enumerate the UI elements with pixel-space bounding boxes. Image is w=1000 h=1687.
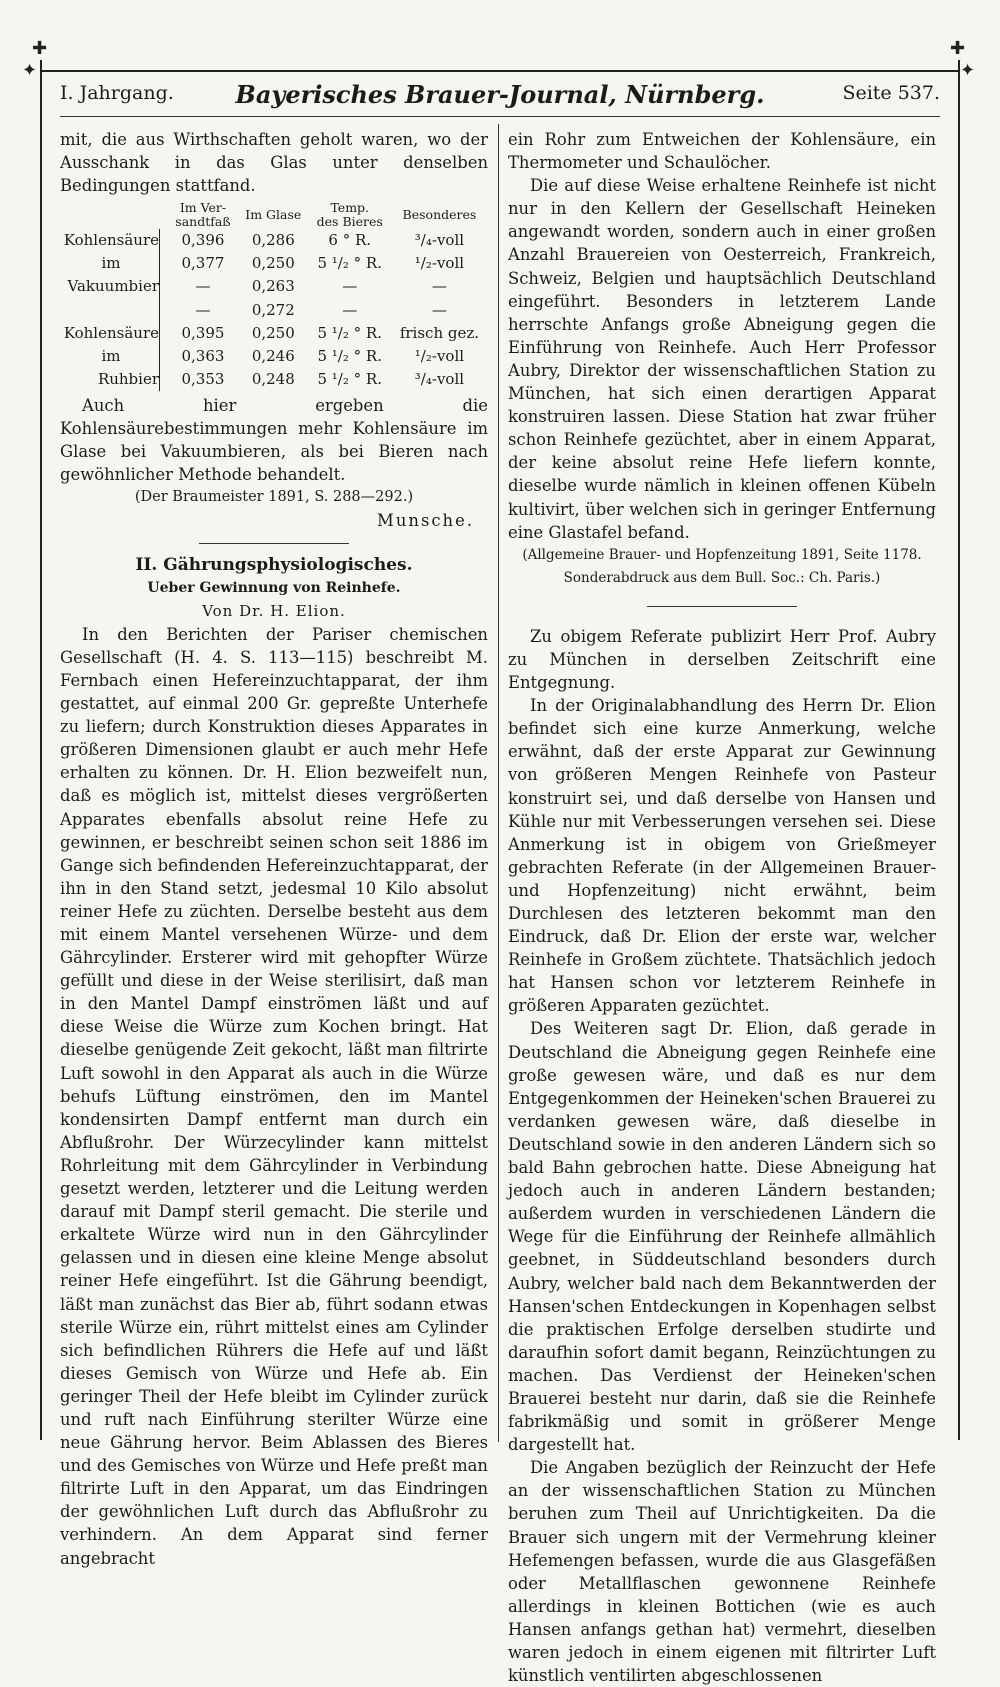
table-row: Vakuumbier — 0,263 — — <box>60 275 488 298</box>
corner-ornament-left: ✦ <box>22 60 38 81</box>
article-title: Ueber Gewinnung von Reinhefe. <box>147 579 401 596</box>
signature: Munsche. <box>377 511 474 531</box>
table-row: im 0,377 0,250 5 ¹/₂ ° R. ¹/₂-voll <box>60 252 488 275</box>
table-row: Kohlensäure 0,395 0,250 5 ¹/₂ ° R. frisch gez. <box>60 322 488 345</box>
table-row: — 0,272 — — <box>60 299 488 322</box>
paragraph-1: Die auf diese Weise erhaltene Reinhefe ist nicht nur in den Kellern der Gesellschaft Heineken angewandt worden, sondern auch in einer großen Anzahl Brauereien von Oesterreich, Frankreich, Schweiz, Belgien und hauptsächlich Deutschland eingeführt. Besonders in letzterem Lande herrschte Anfangs große Abneigung gegen die Einführung von Reinhefe. Auch Herr Professor Aubry, Direktor der wissenschaftlichen Station zu München, hat sich einen derartigen Apparat konstruiren lassen. Diese Station hat zwar früher schon Reinhefe gezüchtet, aber in einem Apparat, der keine absolut reine Hefe liefern konnte, dieselbe wurde nämlich in kleinen offenen Kübeln kultivirt, über welchen sich in geringer Entfernung eine Glastafel befand. <box>508 176 936 542</box>
volume-label: I. Jahrgang. <box>60 82 174 104</box>
right-column <box>508 128 936 1687</box>
section-divider <box>647 606 797 607</box>
header-temp: Temp. des Bieres <box>316 200 383 230</box>
citation-line-2: Sonderabdruck aus dem Bull. Soc.: Ch. Paris.) <box>563 569 881 586</box>
paragraph-5: Die Angaben bezüglich der Reinzucht der Hefe an der wissenschaftlichen Station zu München beruhen zum Theil auf Unrichtigkeiten. Da die Brauer sich ungern mit der Vermehrung kleiner Hefemengen befassen, wurde die aus Glasgefäßen oder Metallflaschen gewonnene Reinhefe allerdings in kleinen Bottichen (wie es auch Hansen anfangs gethan hat) vermehrt, dieselben waren jedoch in einem eigenen mit filtrirter Luft künstlich ventilirten abgeschlossenen <box>508 1458 936 1686</box>
column-divider <box>498 124 499 1442</box>
header-rule <box>60 116 940 117</box>
article-paragraph: In den Berichten der Pariser chemischen Gesellschaft (H. 4. S. 113—115) beschreibt M. Fernbach einen Hefereinzuchtapparat, der ihm gestattet, auf einmal 200 Gr. gepreßte Unterhefe zu liefern; durch Konstruktion dieses Apparates in größeren Dimensionen glaubt er auch mehr Hefe erhalten zu können. Dr. H. Elion bezweifelt nun, daß es möglich ist, mittelst dieses vergrößerten Apparates ebenfalls absolut reine Hefe zu gewinnen, er beschreibt seinen schon seit 1886 im Gange sich befindenden Hefereinzuchtapparat, der ihn in den Stand setzt, jedesmal 10 Kilo absolut reiner Hefe zu züchten. Derselbe besteht aus dem mit einem Mantel versehenen Würze- und dem Gährcylinder. Ersterer wird mit gehopfter Würze gefüllt und diese in der Weise sterilisirt, daß man in den Mantel Dampf einströmen läßt und auf diese Weise die Würze zum Kochen bringt. Hat dieselbe genügende Zeit gekocht, läßt man filtrirte Luft sowohl in den Apparat als auch in die Würze behufs Lüftung einströmen, den im Mantel kondensirten Dampf entfernt man durch ein Abflußrohr. Der Würzecylinder kann mittelst Rohrleitung mit dem Gährcylinder in Verbindung gesetzt werden, letzterer und die Leitung werden darauf mit Dampf steril gemacht. Die sterile und erkaltete Würze wird nun in den Gährcylinder gelassen und in diesen eine kleine Menge absolut reiner Hefe eingeführt. Ist die Gährung beendigt, läßt man zunächst das Bier ab, führt sodann etwas sterile Würze ein, rührt mittelst eines am Cylinder sich befindlichen Rührers die Hefe auf und läßt dieses Gemisch von Würze und Hefe ab. Ein geringer Theil der Hefe bleibt im Cylinder zurück und ruft nach Einführung sterilter Würze eine neue Gährung hervor. Beim Ablassen des Bieres und des Gemisches von Würze und Hefe preßt man filtrirte Luft in den Apparat, um das Eindringen der gewöhnlichen Luft durch das Abflußrohr zu verhindern. An dem Apparat sind ferner angebracht <box>60 624 488 1568</box>
page-number: Seite 537. <box>842 82 940 104</box>
byline: Von Dr. H. Elion. <box>202 601 346 620</box>
paragraph-4: Des Weiteren sagt Dr. Elion, daß gerade in Deutschland die Abneigung gegen Reinhefe eine große gewesen wäre, und daß es nur dem Entgegenkommen der Heineken'schen Brauerei zu verdanken gewesen wäre, daß dieselbe in Deutschland sowie in den anderen Ländern sich so bald Bahn gebrochen hatte. Diese Abneigung hat jedoch auch in anderen Ländern bestanden; außerdem wurden in verschiedenen Ländern die Wege für die Einführung der Reinhefe allmählich geebnet, in Süddeutschland besonders durch Aubry, welcher bald nach dem Bekanntwerden der Hansen'schen Entdeckungen in Kopenhagen selbst die praktischen Erfolge derselben studirte und daraufhin sofort damit begann, Reinzüchtungen zu machen. Das Verdienst der Heineken'schen Brauerei besteht nur darin, daß sie die Reinhefe fabrikmäßig und somit in größerer Menge dargestellt hat. <box>508 1019 936 1455</box>
header-besonderes: Besonderes <box>402 207 477 223</box>
table-header-row <box>60 201 488 229</box>
paragraph-2: Zu obigem Referate publizirt Herr Prof. Aubry zu München in derselben Zeitschrift eine Entgegnung. <box>508 626 936 693</box>
citation: (Der Braumeister 1891, S. 288—292.) <box>134 489 414 506</box>
continuation-text: ein Rohr zum Entweichen der Kohlensäure, ein Thermometer und Schaulöcher. <box>508 130 936 173</box>
left-column <box>60 128 488 1570</box>
header-versandtfass: Im Ver- sandtfaß <box>175 200 231 230</box>
table-row: im 0,363 0,246 5 ¹/₂ ° R. ¹/₂-voll <box>60 345 488 368</box>
citation-line-1: (Allgemeine Brauer- und Hopfenzeitung 1891, Seite 1178. <box>522 546 922 563</box>
top-ornament-right: ✚ <box>950 38 966 59</box>
paragraph-3: In der Originalabhandlung des Herrn Dr. Elion befindet sich eine kurze Anmerkung, welche erwähnt, daß der erste Apparat zur Gewinnung von größeren Mengen Reinhefe von Pasteur konstruirt sei, und daß derselbe von Hansen und Kühle nur mit Verbesserungen versehen sei. Diese Anmerkung ist in obigem von Grießmeyer gebrachten Referate (in der Allgemeinen Brauer- und Hopfenzeitung) nicht erwähnt, beim Durchlesen des letzteren bekommt man den Eindruck, daß Dr. Elion der erste war, welcher Reinhefe in Großem züchtete. Thatsächlich jedoch hat Hansen schon vor letzterem Reinhefe in größeren Apparaten gezüchtet. <box>508 696 936 1016</box>
co2-table <box>60 201 488 391</box>
table-row: Kohlensäure 0,396 0,286 6 ° R. ³/₄-voll <box>60 229 488 252</box>
frame-right-rule <box>958 60 960 1440</box>
intro-paragraph: mit, die aus Wirthschaften geholt waren, wo der Ausschank in das Glas unter denselben Bedingungen stattfand. <box>60 130 488 196</box>
frame-left-rule <box>40 60 42 1440</box>
journal-title: Bayerisches Brauer-Journal, Nürnberg. <box>235 80 765 109</box>
section-title: II. Gährungsphysiologisches. <box>135 554 413 575</box>
page-header <box>60 82 940 112</box>
table-row: Ruhbier 0,353 0,248 5 ¹/₂ ° R. ³/₄-voll <box>60 368 488 391</box>
top-ornament-left: ✚ <box>32 38 48 59</box>
section-divider <box>199 543 349 544</box>
corner-ornament-right: ✦ <box>960 60 976 81</box>
header-glas: Im Glase <box>245 207 302 223</box>
after-table-paragraph: Auch hier ergeben die Kohlensäurebestimmungen mehr Kohlensäure im Glase bei Vakuumbieren, als bei Bieren nach gewöhnlicher Methode behandelt. <box>60 395 488 485</box>
frame-top-rule <box>40 70 960 72</box>
